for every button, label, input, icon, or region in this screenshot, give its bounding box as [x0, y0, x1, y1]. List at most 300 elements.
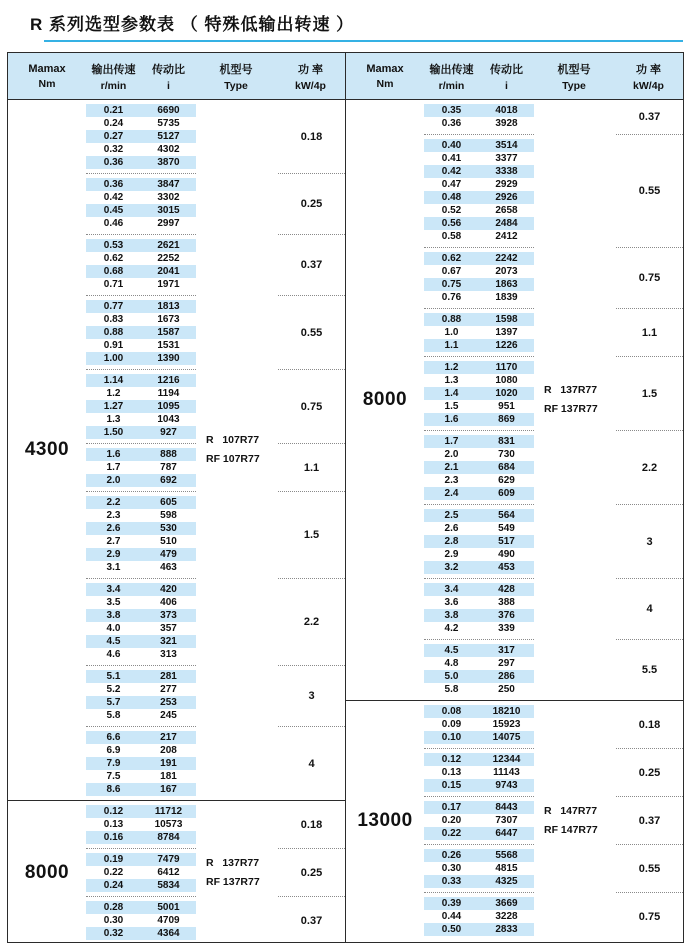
ratio-cell: 11712	[154, 806, 183, 817]
table-row	[86, 635, 196, 648]
power-value: 0.75	[616, 892, 683, 940]
power-section	[346, 247, 683, 308]
speed-cell: 8.6	[106, 784, 121, 795]
speed-cell: 0.36	[103, 179, 124, 190]
table-row	[86, 901, 196, 914]
ratio-cell: 4325	[495, 876, 518, 887]
ratio-cell: 530	[160, 523, 177, 534]
power-value: 3	[278, 665, 345, 726]
ratio-cell: 1043	[157, 414, 180, 425]
speed-cell: 5.2	[106, 684, 121, 695]
table-group	[346, 700, 683, 940]
header-speed-label: 输出传速	[429, 63, 474, 76]
header-type-unit: Type	[562, 79, 586, 92]
speed-cell: 3.4	[106, 584, 121, 595]
speed-cell: 4.0	[106, 623, 121, 634]
type-line: R 137R77	[544, 384, 598, 396]
param-table-right	[345, 52, 684, 943]
speed-cell: 2.6	[106, 523, 121, 534]
speed-cell: 0.30	[103, 915, 124, 926]
speed-cell: 0.30	[441, 863, 462, 874]
ratio-cell: 951	[498, 401, 515, 412]
rows-block	[86, 234, 196, 295]
table-row	[86, 252, 196, 265]
type-value	[544, 381, 598, 419]
ratio-cell: 3847	[157, 179, 180, 190]
power-section	[346, 844, 683, 892]
ratio-cell: 1971	[157, 279, 180, 290]
power-value: 2.2	[278, 578, 345, 665]
speed-cell: 0.52	[441, 205, 462, 216]
table-row	[424, 139, 534, 152]
ratio-cell: 8443	[495, 802, 518, 813]
speed-cell: 1.4	[444, 388, 459, 399]
ratio-cell: 208	[160, 745, 177, 756]
speed-cell: 0.75	[441, 279, 462, 290]
table-row	[424, 291, 534, 304]
speed-cell: 3.5	[106, 597, 121, 608]
speed-cell: 0.48	[441, 192, 462, 203]
ratio-cell: 3302	[157, 192, 180, 203]
speed-cell: 3.8	[106, 610, 121, 621]
power-value: 0.18	[300, 818, 323, 831]
ratio-cell: 490	[498, 549, 515, 560]
ratio-cell: 2242	[495, 253, 518, 264]
ratio-cell: 18210	[492, 706, 521, 717]
speed-cell: 2.9	[106, 549, 121, 560]
speed-cell: 2.1	[444, 462, 459, 473]
spacer	[196, 100, 278, 173]
spacer	[196, 726, 278, 800]
table-row	[86, 548, 196, 561]
ratio-cell: 787	[160, 462, 177, 473]
speed-cell: 0.39	[441, 898, 462, 909]
speed-cell: 1.7	[106, 462, 121, 473]
power-section	[346, 748, 683, 796]
power-value: 0.25	[278, 173, 345, 234]
spacer	[534, 504, 616, 578]
ratio-cell: 376	[498, 610, 515, 621]
table-row	[424, 753, 534, 766]
ratio-cell: 629	[498, 475, 515, 486]
header-type-unit: Type	[224, 79, 248, 92]
ratio-cell: 9743	[495, 780, 518, 791]
power-section	[346, 430, 683, 504]
rows-block	[424, 578, 534, 639]
power-section	[8, 726, 345, 800]
table-row	[424, 217, 534, 230]
power-value: 1.1	[616, 308, 683, 356]
rows-block	[424, 308, 534, 356]
table-row	[424, 278, 534, 291]
power-value: 0.18	[638, 718, 661, 731]
spacer	[534, 578, 616, 639]
ratio-cell: 1170	[495, 362, 518, 373]
speed-cell: 4.5	[444, 645, 459, 656]
power-value: 0.75	[616, 247, 683, 308]
power-value: 5.5	[616, 639, 683, 700]
rows-block	[86, 726, 196, 800]
header-power-label: 功 率	[297, 63, 324, 76]
ratio-cell: 4018	[495, 105, 518, 116]
power-section	[8, 295, 345, 369]
table-group	[8, 800, 345, 942]
table-row	[86, 783, 196, 796]
table-row	[86, 448, 196, 461]
speed-cell: 0.27	[103, 131, 124, 142]
ratio-cell: 605	[160, 497, 177, 508]
speed-cell: 0.36	[103, 157, 124, 168]
table-row	[86, 683, 196, 696]
table-row	[424, 583, 534, 596]
power-value: 0.75	[278, 369, 345, 443]
speed-cell: 0.62	[103, 253, 124, 264]
table-row	[86, 866, 196, 879]
speed-cell: 2.5	[444, 510, 459, 521]
table-row	[424, 326, 534, 339]
table-row	[86, 670, 196, 683]
table-row	[86, 648, 196, 661]
table-row	[424, 644, 534, 657]
spacer	[534, 844, 616, 892]
ratio-cell: 3514	[495, 140, 518, 151]
table-row	[424, 400, 534, 413]
ratio-cell: 3928	[495, 118, 518, 129]
ratio-cell: 245	[160, 710, 177, 721]
ratio-cell: 277	[160, 684, 177, 695]
table-row	[86, 474, 196, 487]
table-row	[86, 757, 196, 770]
mamax-value: 8000	[362, 389, 408, 410]
param-table-left	[7, 52, 346, 943]
speed-cell: 5.0	[444, 671, 459, 682]
header-mamax-label: Mamax	[366, 62, 404, 75]
power-value: 2.2	[616, 430, 683, 504]
table-row	[424, 178, 534, 191]
power-section	[8, 578, 345, 665]
table-row	[424, 779, 534, 792]
table-row	[86, 770, 196, 783]
header-type-label: 机型号	[557, 63, 591, 76]
table-row	[424, 313, 534, 326]
table-row	[86, 156, 196, 169]
ratio-cell: 2926	[495, 192, 518, 203]
table-row	[424, 361, 534, 374]
ratio-cell: 167	[160, 784, 177, 795]
table-row	[424, 204, 534, 217]
table-row	[424, 435, 534, 448]
header-mamax-unit: Nm	[38, 77, 56, 90]
rows-block	[86, 100, 196, 173]
table-row	[86, 805, 196, 818]
type-line: RF 147R77	[544, 823, 598, 836]
type-line: R 137R77	[206, 856, 260, 869]
page-title: R 系列选型参数表 （ 特殊低输出转速 ）	[30, 15, 355, 34]
power-value: 1.5	[616, 356, 683, 430]
rows-block	[86, 896, 196, 942]
ratio-cell: 8784	[157, 832, 180, 843]
table-row	[86, 535, 196, 548]
rows-block	[86, 848, 196, 896]
table-row	[86, 818, 196, 831]
header-type	[196, 61, 276, 92]
table-row	[424, 165, 534, 178]
ratio-cell: 831	[498, 436, 515, 447]
power-section	[8, 896, 345, 942]
speed-cell: 3.4	[444, 584, 459, 595]
ratio-cell: 1397	[495, 327, 518, 338]
speed-cell: 0.17	[441, 802, 462, 813]
speed-cell: 0.83	[103, 314, 124, 325]
speed-cell: 0.13	[103, 819, 124, 830]
ratio-cell: 609	[498, 488, 515, 499]
table-row	[86, 927, 196, 940]
power-value: 4	[278, 726, 345, 800]
table-row	[86, 496, 196, 509]
rows-block	[86, 369, 196, 443]
speed-cell: 1.3	[444, 375, 459, 386]
speed-cell: 0.12	[103, 806, 124, 817]
ratio-cell: 1194	[157, 388, 180, 399]
type-value	[206, 431, 260, 469]
table-row	[424, 265, 534, 278]
table-row	[424, 862, 534, 875]
table-row	[86, 339, 196, 352]
speed-cell: 1.1	[444, 340, 459, 351]
speed-cell: 5.8	[106, 710, 121, 721]
ratio-cell: 388	[498, 597, 515, 608]
speed-cell: 4.2	[444, 623, 459, 634]
ratio-cell: 4364	[157, 928, 180, 939]
ratio-cell: 181	[160, 771, 177, 782]
type-value	[544, 802, 598, 840]
ratio-cell: 869	[498, 414, 515, 425]
speed-cell: 5.8	[444, 684, 459, 695]
speed-cell: 0.50	[441, 924, 462, 935]
ratio-cell: 14075	[492, 732, 521, 743]
header-type-label: 机型号	[219, 63, 253, 76]
speed-cell: 0.36	[441, 118, 462, 129]
power-value: 1.5	[278, 491, 345, 578]
table-row	[424, 683, 534, 696]
ratio-cell: 4709	[157, 915, 180, 926]
speed-cell: 0.13	[441, 767, 462, 778]
ratio-cell: 281	[160, 671, 177, 682]
speed-cell: 1.2	[444, 362, 459, 373]
table-body	[346, 100, 683, 942]
ratio-cell: 1080	[495, 375, 518, 386]
rows-block	[424, 100, 534, 134]
power-section	[8, 173, 345, 234]
speed-cell: 5.1	[106, 671, 121, 682]
table-header	[346, 53, 683, 100]
speed-cell: 1.2	[106, 388, 121, 399]
rows-block	[424, 844, 534, 892]
ratio-cell: 5735	[157, 118, 180, 129]
table-row	[86, 509, 196, 522]
speed-cell: 0.77	[103, 301, 124, 312]
speed-cell: 0.88	[441, 314, 462, 325]
table-row	[86, 217, 196, 230]
table-row	[86, 709, 196, 722]
ratio-cell: 373	[160, 610, 177, 621]
power-section	[8, 801, 345, 848]
spacer	[196, 234, 278, 295]
speed-cell: 1.6	[444, 414, 459, 425]
header-mamax-label: Mamax	[28, 62, 66, 75]
table-row	[424, 104, 534, 117]
ratio-cell: 2658	[495, 205, 518, 216]
ratio-cell: 5127	[157, 131, 180, 142]
table-row	[86, 461, 196, 474]
header-ratio	[479, 61, 534, 92]
power-value: 0.37	[638, 111, 661, 123]
table-row	[86, 426, 196, 439]
speed-cell: 0.35	[441, 105, 462, 116]
power-section	[8, 369, 345, 443]
table-row	[424, 461, 534, 474]
table-row	[86, 191, 196, 204]
power-section	[8, 100, 345, 173]
ratio-cell: 510	[160, 536, 177, 547]
ratio-cell: 2073	[495, 266, 518, 277]
rows-block	[424, 430, 534, 504]
ratio-cell: 517	[498, 536, 515, 547]
ratio-cell: 1531	[157, 340, 180, 351]
power-value: 0.37	[278, 234, 345, 295]
speed-cell: 0.22	[103, 867, 124, 878]
table-row	[424, 657, 534, 670]
power-value: 0.37	[616, 796, 683, 844]
table-row	[424, 827, 534, 840]
ratio-cell: 253	[160, 697, 177, 708]
table-row	[86, 265, 196, 278]
ratio-cell: 2484	[495, 218, 518, 229]
table-row	[424, 705, 534, 718]
rows-block	[86, 665, 196, 726]
power-section	[8, 491, 345, 578]
type-line: R 147R77	[544, 804, 598, 817]
power-section	[8, 234, 345, 295]
header-mamax-unit: Nm	[376, 77, 394, 90]
power-section	[346, 134, 683, 247]
table-row	[86, 300, 196, 313]
ratio-cell: 888	[160, 449, 177, 460]
speed-cell: 0.20	[441, 815, 462, 826]
rows-block	[424, 247, 534, 308]
table-row	[86, 853, 196, 866]
power-value: 3	[616, 504, 683, 578]
speed-cell: 2.3	[106, 510, 121, 521]
speed-cell: 3.1	[106, 562, 121, 573]
title-underline	[44, 40, 683, 42]
table-row	[424, 849, 534, 862]
speed-cell: 1.3	[106, 414, 121, 425]
power-value: 1.1	[278, 443, 345, 491]
rows-block	[424, 796, 534, 844]
speed-cell: 2.7	[106, 536, 121, 547]
power-section	[346, 308, 683, 356]
table-row	[86, 130, 196, 143]
ratio-cell: 428	[498, 584, 515, 595]
ratio-cell: 1839	[495, 292, 518, 303]
table-row	[424, 548, 534, 561]
speed-cell: 0.47	[441, 179, 462, 190]
ratio-cell: 3015	[157, 205, 180, 216]
speed-cell: 0.09	[441, 719, 462, 730]
ratio-cell: 564	[498, 510, 515, 521]
table-row	[86, 831, 196, 844]
ratio-cell: 1095	[157, 401, 180, 412]
header-ratio-label: 传动比	[490, 63, 523, 76]
table-row	[424, 522, 534, 535]
speed-cell: 3.2	[444, 562, 459, 573]
mamax-value: 13000	[357, 809, 413, 831]
speed-cell: 0.71	[103, 279, 124, 290]
ratio-cell: 463	[160, 562, 177, 573]
table-row	[86, 596, 196, 609]
power-section	[346, 504, 683, 578]
speed-cell: 3.6	[444, 597, 459, 608]
table-row	[86, 117, 196, 130]
speed-cell: 2.3	[444, 475, 459, 486]
table-row	[424, 910, 534, 923]
speed-cell: 1.6	[106, 449, 121, 460]
spacer	[196, 491, 278, 578]
rows-block	[424, 701, 534, 748]
speed-cell: 0.08	[441, 706, 462, 717]
spacer	[196, 801, 278, 848]
table-row	[424, 670, 534, 683]
ratio-cell: 4302	[157, 144, 180, 155]
spacer	[534, 134, 616, 247]
speed-cell: 0.42	[103, 192, 124, 203]
speed-cell: 0.58	[441, 231, 462, 242]
rows-block	[86, 578, 196, 665]
table-row	[424, 252, 534, 265]
ratio-cell: 420	[160, 584, 177, 595]
table-row	[424, 875, 534, 888]
ratio-cell: 286	[498, 671, 515, 682]
rows-block	[86, 443, 196, 491]
ratio-cell: 250	[498, 684, 515, 695]
table-row	[424, 117, 534, 130]
table-row	[424, 152, 534, 165]
table-row	[86, 313, 196, 326]
ratio-cell: 12344	[492, 754, 521, 765]
speed-cell: 6.9	[106, 745, 121, 756]
table-row	[424, 191, 534, 204]
ratio-cell: 217	[160, 732, 177, 743]
rows-block	[424, 134, 534, 247]
table-row	[86, 143, 196, 156]
header-type	[534, 61, 614, 92]
ratio-cell: 1813	[157, 301, 180, 312]
table-row	[86, 622, 196, 635]
speed-cell: 2.9	[444, 549, 459, 560]
ratio-cell: 2621	[157, 240, 180, 251]
header-speed-label: 输出传速	[91, 63, 136, 76]
spacer	[534, 639, 616, 700]
header-power	[276, 61, 345, 92]
type-line: RF 137R77	[544, 403, 598, 415]
rows-block	[86, 491, 196, 578]
table-row	[86, 413, 196, 426]
power-section	[346, 639, 683, 700]
ratio-cell: 321	[160, 636, 177, 647]
table-row	[86, 178, 196, 191]
speed-cell: 0.68	[103, 266, 124, 277]
